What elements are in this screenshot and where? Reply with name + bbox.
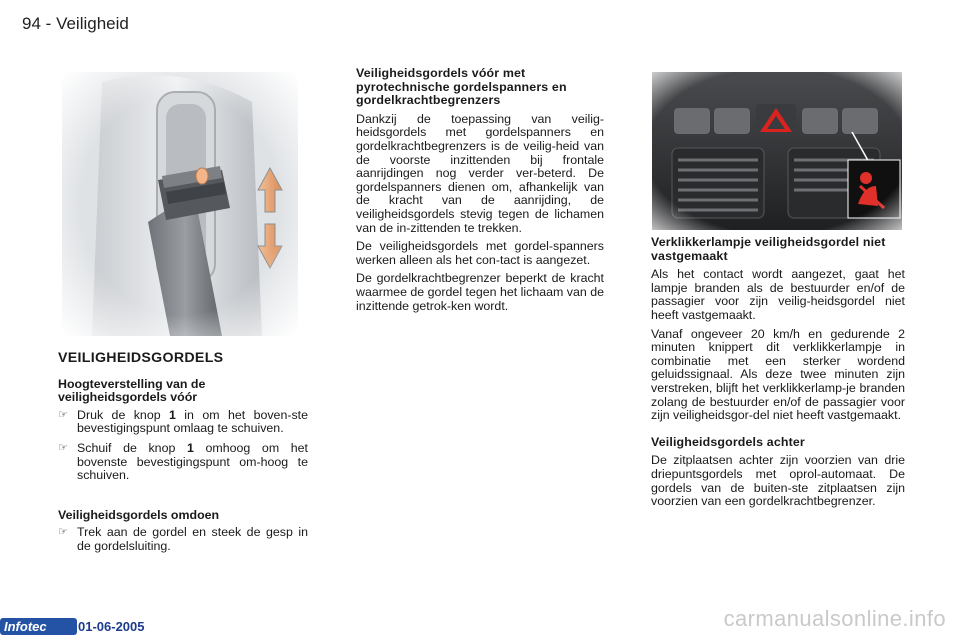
bullet-text: Trek aan de gordel en steek de gesp in de gordelsluiting. (77, 525, 308, 553)
site-watermark: carmanualsonline.info (723, 606, 946, 631)
section-title: VEILIGHEIDSGORDELS (58, 350, 224, 366)
bullet-item (58, 526, 308, 553)
infotec-label: Infotec (4, 619, 47, 634)
header-separator: - (45, 14, 52, 33)
pretensioner-heading: Veiligheidsgordels vóór met pyrotechnische gordelspanners en gordelkrachtbegrenzers (356, 66, 567, 108)
rear-belts-heading: Veiligheidsgordels achter (651, 434, 805, 449)
paragraph: De veiligheidsgordels met gordel-spanners werken alleen als het con-tact is aangezet. (356, 239, 604, 267)
pointing-hand-icon: ☞ (58, 441, 68, 454)
paragraph: Als het contact wordt aangezet, gaat het lampje branden als de bestuurder en/of de passagier voor zijn veilig-heidsgordel niet heeft vastgemaakt. (651, 267, 905, 322)
bullet-text: Schuif de knop 1 omhoog om het bovenste bevestigingspunt om-hoog te schuiven. (77, 440, 308, 483)
pointing-hand-icon: ☞ (58, 408, 68, 421)
page-header (22, 14, 129, 34)
infotec-badge (0, 618, 77, 635)
paragraph: Vanaf ongeveer 20 km/h en gedurende 2 minuten knippert dit verklikkerlampje in combinatie met een sterker wordend geluidssignaal. Als deze twee minuten zijn verstreken, blijft het verklikkerlamp-je branden zolang de bestuurder en/of de passagier voor zijn veiligheidsgor-del niet heeft vastgemaakt. (651, 326, 905, 423)
bullet-item (58, 409, 308, 436)
middle-column (356, 67, 604, 318)
right-column (651, 236, 905, 514)
bullet-text: Druk de knop 1 in om het boven-ste bevestigingspunt omlaag te schuiven. (77, 407, 308, 436)
height-adjust-heading: Hoogteverstelling van de veiligheidsgordels vóór (58, 376, 206, 405)
left-column (58, 352, 308, 560)
belt-height-adjuster-illustration (62, 72, 298, 336)
bullet-item (58, 442, 308, 483)
print-date: 01-06-2005 (78, 619, 145, 634)
chapter-title: Veiligheid (56, 14, 129, 33)
paragraph: De zitplaatsen achter zijn voorzien van drie driepuntsgordels met oprol-automaat. De gordels van de buiten-ste zitplaatsen zijn voorzien van een gordelkrachtbegrenzer. (651, 453, 905, 509)
fasten-heading: Veiligheidsgordels omdoen (58, 507, 220, 522)
pointing-hand-icon: ☞ (58, 526, 68, 539)
paragraph: Dankzij de toepassing van veilig-heidsgordels met gordelspanners en gordelkrachtbegrenzers is de veilig-heid van de voorste inzittenden bij frontale aanrijdingen nog verder ver-beterd. De gordelspanners dienen om, afhankelijk van de kracht van de aanrijding, de veiligheidsgordels stevig tegen de lichamen van de in-zittenden te trekken. (356, 111, 604, 235)
warning-lamp-heading: Verklikkerlampje veiligheidsgordel niet vastgemaakt (651, 235, 886, 263)
dashboard-warning-lamp-illustration (652, 72, 902, 230)
page-number: 94 (22, 14, 41, 33)
paragraph: De gordelkrachtbegrenzer beperkt de kracht waarmee de gordel tegen het lichaam van de inzittende getrok-ken wordt. (356, 271, 604, 313)
